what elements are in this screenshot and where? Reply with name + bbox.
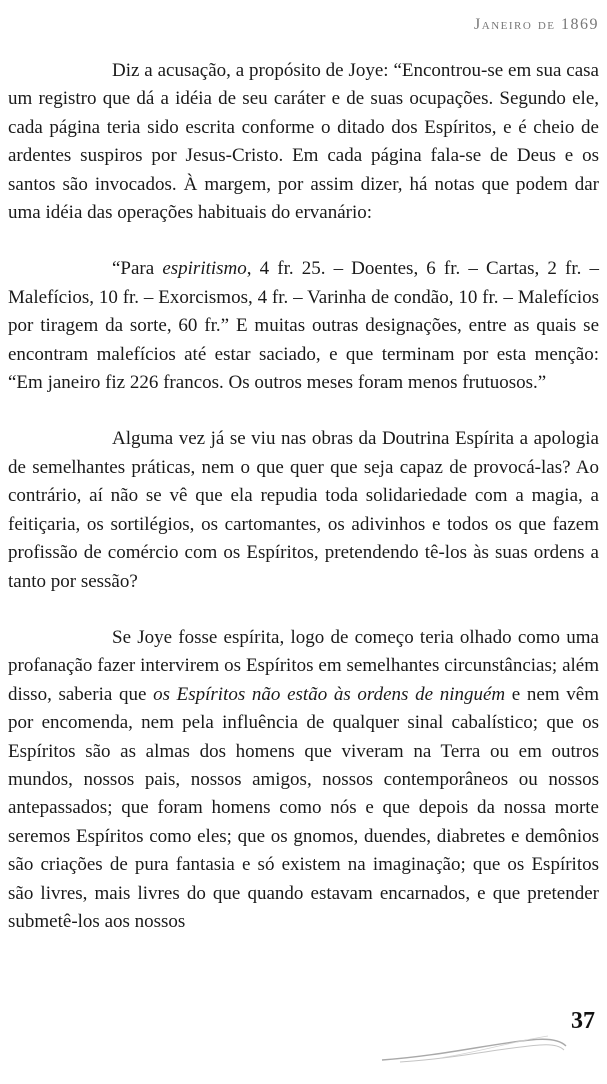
paragraph — [8, 255, 599, 397]
paragraph-text: “Para — [112, 258, 163, 280]
italic-text: espiritismo — [162, 258, 247, 280]
paragraph-text: , 4 fr. 25. – Doentes, 6 fr. – Cartas, 2 fr. – Malefícios, 10 fr. – Exorcismos, 4 fr. – Varinha de condão, 10 fr. – Malefícios por tiragem da sorte, 60 fr.” E muitas outras designações, entre as quais se encontram malefícios até estar saciado, e que terminam por esta menção: “Em janeiro fiz 226 francos. Os outros meses foram menos frutuosos.” — [8, 258, 599, 394]
paragraph — [8, 425, 599, 595]
paragraph-text: Diz a acusação, a propósito de Joye: “Encontrou-se em sua casa um registro que dá a idéia de seu caráter e de suas ocupações. Segundo ele, cada página teria sido escrita conforme o ditado dos Espíritos, e é cheio de ardentes suspiros por Jesus-Cristo. Em cada página fala-se de Deus e os santos são invocados. À margem, por assim dizer, há notas que podem dar uma idéia das operações habituais do ervanário: — [8, 60, 599, 224]
body-text — [8, 57, 599, 936]
page-number: 37 — [571, 1008, 595, 1034]
running-header: Janeiro de 1869 — [474, 16, 599, 33]
page-footer — [0, 1000, 607, 1084]
italic-text: os Espíritos não estão às ordens de ninguém — [153, 683, 506, 705]
paragraph — [8, 57, 599, 227]
paragraph — [8, 624, 599, 936]
swoosh-ornament-icon — [380, 1018, 570, 1068]
paragraph-text: Alguma vez já se viu nas obras da Doutrina Espírita a apologia de semelhantes práticas, nem o que quer que seja capaz de provocá-las? Ao contrário, aí não se vê que ela repudia toda solidariedade com a magia, a feitiçaria, os sortilégios, os cartomantes, os adivinhos e todos os que fazem profissão de comércio com os Espíritos, pretendendo tê-los às suas ordens a tanto por sessão? — [8, 428, 599, 592]
paragraph-text: e nem vêm por encomenda, nem pela influência de qualquer sinal cabalístico; que os Espíritos são as almas dos homens que viveram na Terra ou em outros mundos, nossos pais, nossos amigos, nossos contemporâneos ou nossos antepassados; que foram homens como nós e que depois da nossa morte seremos Espíritos como eles; que os gnomos, duendes, diabretes e demônios são criações de pura fantasia e só existem na imaginação; que os Espíritos são livres, mais livres do que quando estavam encarnados, e que pretender submetê-los aos nossos — [8, 683, 599, 932]
paragraph-text: Se Joye fosse espírita, logo de começo teria olhado como uma profanação fazer intervirem os Espíritos em semelhantes circunstâncias; além disso, saberia que — [8, 626, 599, 705]
